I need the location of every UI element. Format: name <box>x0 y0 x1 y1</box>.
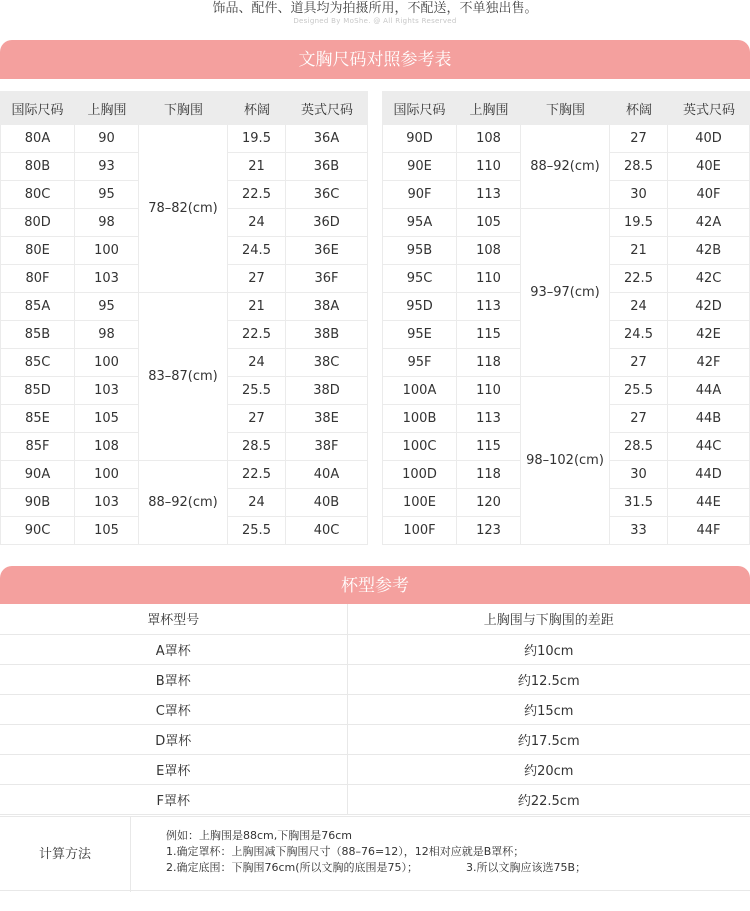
cup-width-cell: 22.5 <box>228 461 286 489</box>
uk-size-cell: 40C <box>286 517 368 545</box>
intl-size-cell: 100C <box>382 433 457 461</box>
cup-width-cell: 28.5 <box>228 433 286 461</box>
cup-width-cell: 24 <box>228 489 286 517</box>
bust-cell: 113 <box>457 405 521 433</box>
bust-cell: 115 <box>457 433 521 461</box>
intl-size-cell: 95B <box>382 237 457 265</box>
intl-size-cell: 95E <box>382 321 457 349</box>
cup-width-cell: 19.5 <box>228 125 286 153</box>
calc-text <box>166 828 586 876</box>
uk-size-cell: 36D <box>286 209 368 237</box>
col-difference: 上胸围与下胸围的差距 <box>347 604 750 634</box>
bust-cell: 123 <box>457 517 521 545</box>
intl-size-cell: 100D <box>382 461 457 489</box>
difference-cell: 约10cm <box>347 634 750 664</box>
bust-cell: 103 <box>75 265 139 293</box>
calc-method <box>0 816 750 891</box>
intl-size-cell: 90E <box>382 153 457 181</box>
cup-width-cell: 27 <box>228 265 286 293</box>
uk-size-cell: 38A <box>286 293 368 321</box>
col-cup-type: 罩杯型号 <box>0 604 347 634</box>
col-bust: 上胸围 <box>75 91 139 125</box>
uk-size-cell: 40D <box>668 125 750 153</box>
bust-cell: 100 <box>75 237 139 265</box>
cup-width-cell: 24 <box>228 209 286 237</box>
uk-size-cell: 44F <box>668 517 750 545</box>
cup-width-cell: 31.5 <box>610 489 668 517</box>
cup-width-cell: 24 <box>228 349 286 377</box>
bust-cell: 100 <box>75 461 139 489</box>
cup-width-cell: 27 <box>228 405 286 433</box>
col-bust: 上胸围 <box>457 91 521 125</box>
intl-size-cell: 85F <box>0 433 75 461</box>
uk-size-cell: 40B <box>286 489 368 517</box>
notice-text: 饰品、配件、道具均为拍摄所用，不配送，不单独出售。 <box>212 1 538 16</box>
intl-size-cell: 95C <box>382 265 457 293</box>
cup-width-cell: 22.5 <box>228 181 286 209</box>
col-underbust: 下胸围 <box>521 91 610 125</box>
uk-size-cell: 44E <box>668 489 750 517</box>
difference-cell: 约22.5cm <box>347 784 750 814</box>
cup-row <box>0 634 750 664</box>
bust-cell: 100 <box>75 349 139 377</box>
cup-width-cell: 27 <box>610 125 668 153</box>
cup-width-cell: 28.5 <box>610 433 668 461</box>
size-table-left <box>0 91 368 545</box>
intl-size-cell: 80C <box>0 181 75 209</box>
underbust-cell: 83–87(cm) <box>139 293 228 461</box>
cup-row <box>0 724 750 754</box>
bust-cell: 120 <box>457 489 521 517</box>
cup-row <box>0 754 750 784</box>
size-row <box>0 461 368 489</box>
cup-width-cell: 24.5 <box>228 237 286 265</box>
difference-cell: 约12.5cm <box>347 664 750 694</box>
intl-size-cell: 85C <box>0 349 75 377</box>
cup-width-cell: 22.5 <box>228 321 286 349</box>
underbust-cell: 78–82(cm) <box>139 125 228 293</box>
intl-size-cell: 80A <box>0 125 75 153</box>
cup-width-cell: 22.5 <box>610 265 668 293</box>
uk-size-cell: 42A <box>668 209 750 237</box>
cup-width-cell: 27 <box>610 349 668 377</box>
intl-size-cell: 100E <box>382 489 457 517</box>
intl-size-cell: 85A <box>0 293 75 321</box>
uk-size-cell: 38E <box>286 405 368 433</box>
cup-width-cell: 28.5 <box>610 153 668 181</box>
intl-size-cell: 95D <box>382 293 457 321</box>
bust-cell: 108 <box>75 433 139 461</box>
uk-size-cell: 44A <box>668 377 750 405</box>
uk-size-cell: 42B <box>668 237 750 265</box>
bust-cell: 110 <box>457 265 521 293</box>
intl-size-cell: 85E <box>0 405 75 433</box>
intl-size-cell: 100B <box>382 405 457 433</box>
calc-step-3: 3.所以文胸应该选75B； <box>466 861 587 874</box>
intl-size-cell: 80D <box>0 209 75 237</box>
uk-size-cell: 40A <box>286 461 368 489</box>
size-row <box>382 377 750 405</box>
intl-size-cell: 80B <box>0 153 75 181</box>
bust-cell: 103 <box>75 377 139 405</box>
bust-cell: 110 <box>457 377 521 405</box>
cup-type-cell: A罩杯 <box>0 634 347 664</box>
cup-width-cell: 25.5 <box>228 377 286 405</box>
intl-size-cell: 80F <box>0 265 75 293</box>
designer-credit: Designed By MoShe. @ All Rights Reserved <box>293 17 457 25</box>
uk-size-cell: 42E <box>668 321 750 349</box>
uk-size-cell: 38F <box>286 433 368 461</box>
intl-size-cell: 85B <box>0 321 75 349</box>
intl-size-cell: 90C <box>0 517 75 545</box>
cup-width-cell: 33 <box>610 517 668 545</box>
intl-size-cell: 100A <box>382 377 457 405</box>
bust-cell: 108 <box>457 125 521 153</box>
col-cup-width: 杯阔 <box>610 91 668 125</box>
cup-width-cell: 25.5 <box>610 377 668 405</box>
uk-size-cell: 44B <box>668 405 750 433</box>
cup-type-cell: E罩杯 <box>0 754 347 784</box>
uk-size-cell: 36E <box>286 237 368 265</box>
bust-cell: 93 <box>75 153 139 181</box>
intl-size-cell: 95A <box>382 209 457 237</box>
uk-size-cell: 40E <box>668 153 750 181</box>
intl-size-cell: 100F <box>382 517 457 545</box>
underbust-cell: 98–102(cm) <box>521 377 610 545</box>
uk-size-cell: 38B <box>286 321 368 349</box>
uk-size-cell: 38D <box>286 377 368 405</box>
bust-cell: 118 <box>457 349 521 377</box>
col-cup-width: 杯阔 <box>228 91 286 125</box>
uk-size-cell: 38C <box>286 349 368 377</box>
size-table-right <box>382 91 750 545</box>
calc-step-2: 2.确定底围：下胸围76cm(所以文胸的底围是75）； <box>166 861 419 874</box>
uk-size-cell: 42D <box>668 293 750 321</box>
bust-cell: 113 <box>457 181 521 209</box>
bust-cell: 98 <box>75 321 139 349</box>
difference-cell: 约15cm <box>347 694 750 724</box>
size-row <box>382 209 750 237</box>
cup-table <box>0 604 750 815</box>
difference-cell: 约17.5cm <box>347 724 750 754</box>
bust-cell: 118 <box>457 461 521 489</box>
uk-size-cell: 42C <box>668 265 750 293</box>
cup-width-cell: 27 <box>610 405 668 433</box>
cup-type-cell: D罩杯 <box>0 724 347 754</box>
size-row <box>382 125 750 153</box>
cup-width-cell: 21 <box>228 153 286 181</box>
cup-row <box>0 694 750 724</box>
col-underbust: 下胸围 <box>139 91 228 125</box>
bust-cell: 105 <box>75 517 139 545</box>
difference-cell: 约20cm <box>347 754 750 784</box>
intl-size-cell: 80E <box>0 237 75 265</box>
uk-size-cell: 42F <box>668 349 750 377</box>
cup-width-cell: 30 <box>610 461 668 489</box>
col-uk-size: 英式尺码 <box>286 91 368 125</box>
col-intl-size: 国际尺码 <box>0 91 75 125</box>
cup-type-cell: F罩杯 <box>0 784 347 814</box>
intl-size-cell: 85D <box>0 377 75 405</box>
bust-cell: 115 <box>457 321 521 349</box>
bust-cell: 105 <box>75 405 139 433</box>
bust-cell: 113 <box>457 293 521 321</box>
cup-width-cell: 24.5 <box>610 321 668 349</box>
size-row <box>0 293 368 321</box>
bust-cell: 95 <box>75 181 139 209</box>
cup-width-cell: 19.5 <box>610 209 668 237</box>
intl-size-cell: 95F <box>382 349 457 377</box>
bust-cell: 98 <box>75 209 139 237</box>
bust-cell: 95 <box>75 293 139 321</box>
intl-size-cell: 90B <box>0 489 75 517</box>
underbust-cell: 93–97(cm) <box>521 209 610 377</box>
col-intl-size: 国际尺码 <box>382 91 457 125</box>
uk-size-cell: 44C <box>668 433 750 461</box>
bust-cell: 110 <box>457 153 521 181</box>
cup-type-cell: B罩杯 <box>0 664 347 694</box>
cup-row <box>0 664 750 694</box>
uk-size-cell: 36C <box>286 181 368 209</box>
underbust-cell: 88–92(cm) <box>139 461 228 545</box>
calc-label: 计算方法 <box>0 817 131 892</box>
underbust-cell: 88–92(cm) <box>521 125 610 209</box>
calc-steps-2-3 <box>166 860 586 876</box>
bust-cell: 105 <box>457 209 521 237</box>
cup-table-title: 杯型参考 <box>0 566 750 604</box>
bust-cell: 108 <box>457 237 521 265</box>
calc-example: 例如：上胸围是88cm,下胸围是76cm <box>166 829 353 842</box>
uk-size-cell: 36B <box>286 153 368 181</box>
bust-cell: 90 <box>75 125 139 153</box>
cup-width-cell: 30 <box>610 181 668 209</box>
cup-width-cell: 25.5 <box>228 517 286 545</box>
cup-width-cell: 21 <box>228 293 286 321</box>
intl-size-cell: 90A <box>0 461 75 489</box>
bust-cell: 103 <box>75 489 139 517</box>
uk-size-cell: 36F <box>286 265 368 293</box>
col-uk-size: 英式尺码 <box>668 91 750 125</box>
size-row <box>0 125 368 153</box>
size-table-title: 文胸尺码对照参考表 <box>0 40 750 79</box>
intl-size-cell: 90D <box>382 125 457 153</box>
cup-width-cell: 21 <box>610 237 668 265</box>
intl-size-cell: 90F <box>382 181 457 209</box>
calc-step-1: 1.确定罩杯：上胸围减下胸围尺寸（88–76=12），12相对应就是B罩杯； <box>166 845 525 858</box>
uk-size-cell: 44D <box>668 461 750 489</box>
cup-width-cell: 24 <box>610 293 668 321</box>
cup-row <box>0 784 750 814</box>
uk-size-cell: 40F <box>668 181 750 209</box>
cup-type-cell: C罩杯 <box>0 694 347 724</box>
uk-size-cell: 36A <box>286 125 368 153</box>
